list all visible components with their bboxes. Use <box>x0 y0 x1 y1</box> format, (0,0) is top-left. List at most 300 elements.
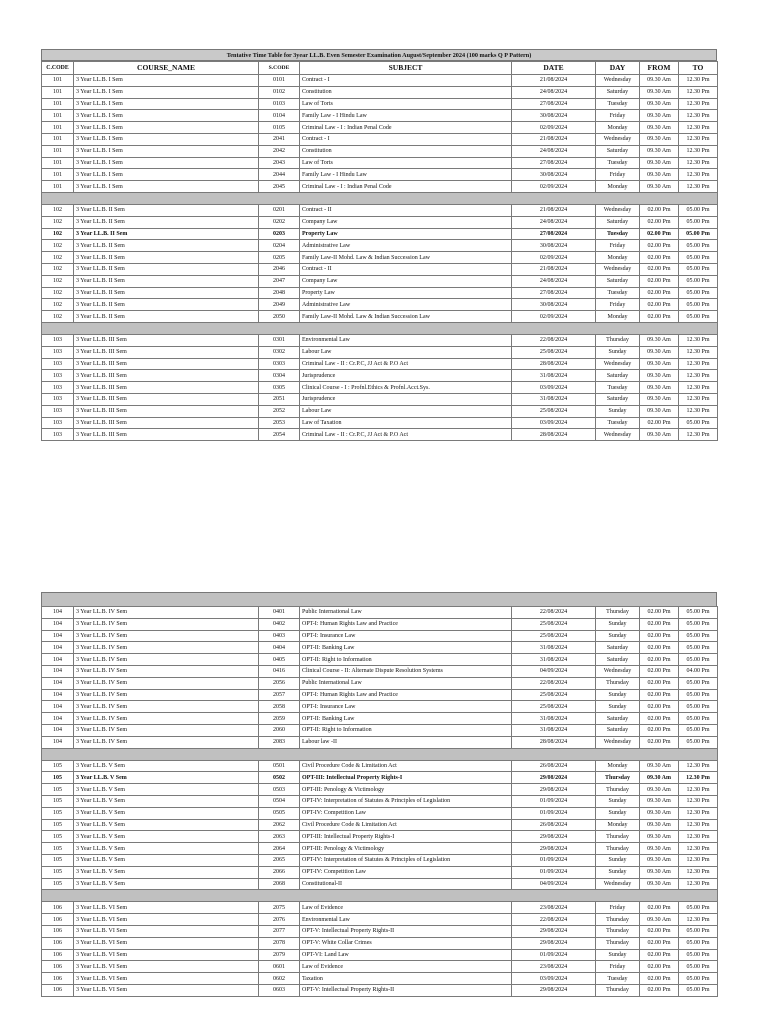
cell-from: 02.00 Pm <box>640 925 679 937</box>
cell-from: 02.00 Pm <box>640 299 679 311</box>
cell-scode: 0403 <box>259 630 300 642</box>
cell-subject: OPT-III: Penology & Victimology <box>300 784 512 796</box>
cell-to: 05.00 Pm <box>679 311 718 323</box>
cell-day: Tuesday <box>596 157 640 169</box>
cell-from: 02.00 Pm <box>640 204 679 216</box>
cell-scode: 0405 <box>259 654 300 666</box>
cell-ccode: 105 <box>42 807 74 819</box>
cell-course: 3 Year LL.B. VI Sem <box>74 984 259 996</box>
cell-date: 29/08/2024 <box>512 831 596 843</box>
cell-subject: OPT-IV: Competition Law <box>300 807 512 819</box>
cell-day: Thursday <box>596 843 640 855</box>
cell-subject: OPT-I: Human Rights Law and Practice <box>300 689 512 701</box>
cell-to: 12.30 Pm <box>679 878 718 890</box>
cell-ccode: 103 <box>42 358 74 370</box>
cell-from: 09.30 Am <box>640 346 679 358</box>
cell-day: Friday <box>596 240 640 252</box>
header-from: FROM <box>640 62 679 75</box>
cell-day: Sunday <box>596 346 640 358</box>
cell-course: 3 Year LL.B. II Sem <box>74 240 259 252</box>
cell-to: 12.30 Pm <box>679 334 718 346</box>
cell-subject: Administrative Law <box>300 299 512 311</box>
table-row <box>42 157 718 169</box>
cell-ccode: 101 <box>42 98 74 110</box>
cell-course: 3 Year LL.B. V Sem <box>74 760 259 772</box>
cell-scode: 0202 <box>259 216 300 228</box>
cell-date: 21/08/2024 <box>512 75 596 87</box>
cell-date: 31/08/2024 <box>512 393 596 405</box>
cell-from: 02.00 Pm <box>640 949 679 961</box>
cell-ccode: 105 <box>42 843 74 855</box>
table-row <box>42 843 718 855</box>
table-row <box>42 86 718 98</box>
cell-course: 3 Year LL.B. II Sem <box>74 204 259 216</box>
header-subject: SUBJECT <box>300 62 512 75</box>
timetable-body-1 <box>42 75 718 441</box>
table-row <box>42 405 718 417</box>
cell-date: 23/08/2024 <box>512 961 596 973</box>
cell-course: 3 Year LL.B. IV Sem <box>74 689 259 701</box>
table-row <box>42 902 718 914</box>
cell-date: 25/08/2024 <box>512 689 596 701</box>
cell-scode: 2051 <box>259 393 300 405</box>
cell-course: 3 Year LL.B. I Sem <box>74 122 259 134</box>
cell-scode: 2045 <box>259 181 300 193</box>
cell-subject: OPT-V: White Collar Crimes <box>300 937 512 949</box>
cell-day: Wednesday <box>596 665 640 677</box>
cell-ccode: 106 <box>42 984 74 996</box>
table-row <box>42 878 718 890</box>
table-row <box>42 807 718 819</box>
cell-from: 02.00 Pm <box>640 701 679 713</box>
cell-day: Sunday <box>596 630 640 642</box>
cell-date: 24/08/2024 <box>512 275 596 287</box>
table-row <box>42 630 718 642</box>
cell-date: 22/08/2024 <box>512 677 596 689</box>
cell-day: Sunday <box>596 701 640 713</box>
table-row <box>42 713 718 725</box>
cell-day: Saturday <box>596 145 640 157</box>
cell-subject: Civil Procedure Code & Limitation Act <box>300 819 512 831</box>
cell-subject: Property Law <box>300 228 512 240</box>
cell-to: 05.00 Pm <box>679 630 718 642</box>
cell-scode: 2068 <box>259 878 300 890</box>
cell-ccode: 102 <box>42 275 74 287</box>
cell-scode: 0505 <box>259 807 300 819</box>
cell-date: 02/09/2024 <box>512 181 596 193</box>
cell-course: 3 Year LL.B. V Sem <box>74 772 259 784</box>
table-row <box>42 854 718 866</box>
cell-ccode: 102 <box>42 204 74 216</box>
cell-scode: 0501 <box>259 760 300 772</box>
cell-to: 12.30 Pm <box>679 866 718 878</box>
cell-ccode: 101 <box>42 145 74 157</box>
table-row <box>42 216 718 228</box>
cell-to: 12.30 Pm <box>679 772 718 784</box>
cell-scode: 2044 <box>259 169 300 181</box>
cell-to: 12.30 Pm <box>679 843 718 855</box>
cell-to: 12.30 Pm <box>679 393 718 405</box>
table-row <box>42 429 718 441</box>
cell-subject: OPT-III: Intellectual Property Rights-I <box>300 831 512 843</box>
table-row <box>42 370 718 382</box>
cell-scode: 2077 <box>259 925 300 937</box>
cell-day: Wednesday <box>596 736 640 748</box>
cell-ccode: 105 <box>42 772 74 784</box>
table-row <box>42 299 718 311</box>
cell-ccode: 102 <box>42 240 74 252</box>
cell-to: 05.00 Pm <box>679 961 718 973</box>
cell-scode: 0103 <box>259 98 300 110</box>
cell-scode: 2059 <box>259 713 300 725</box>
cell-day: Tuesday <box>596 973 640 985</box>
cell-subject: OPT-I: Insurance Law <box>300 701 512 713</box>
cell-course: 3 Year LL.B. V Sem <box>74 854 259 866</box>
cell-subject: OPT-II: Banking Law <box>300 713 512 725</box>
cell-to: 05.00 Pm <box>679 724 718 736</box>
cell-from: 02.00 Pm <box>640 713 679 725</box>
cell-from: 02.00 Pm <box>640 252 679 264</box>
cell-subject: OPT-I: Human Rights Law and Practice <box>300 618 512 630</box>
cell-ccode: 106 <box>42 937 74 949</box>
cell-scode: 0404 <box>259 642 300 654</box>
table-row <box>42 133 718 145</box>
cell-to: 12.30 Pm <box>679 346 718 358</box>
header-day: DAY <box>596 62 640 75</box>
cell-to: 12.30 Pm <box>679 98 718 110</box>
cell-to: 12.30 Pm <box>679 784 718 796</box>
cell-scode: 2053 <box>259 417 300 429</box>
cell-to: 05.00 Pm <box>679 736 718 748</box>
table-row <box>42 393 718 405</box>
cell-day: Thursday <box>596 925 640 937</box>
cell-subject: Company Law <box>300 275 512 287</box>
cell-course: 3 Year LL.B. II Sem <box>74 216 259 228</box>
cell-day: Saturday <box>596 724 640 736</box>
cell-day: Thursday <box>596 937 640 949</box>
cell-course: 3 Year LL.B. VI Sem <box>74 914 259 926</box>
cell-from: 02.00 Pm <box>640 689 679 701</box>
cell-course: 3 Year LL.B. V Sem <box>74 795 259 807</box>
cell-to: 05.00 Pm <box>679 654 718 666</box>
timetable-table-1 <box>41 61 718 441</box>
cell-scode: 0203 <box>259 228 300 240</box>
table-row <box>42 240 718 252</box>
cell-date: 25/08/2024 <box>512 405 596 417</box>
cell-subject: Constitution <box>300 86 512 98</box>
cell-scode: 0302 <box>259 346 300 358</box>
cell-to: 12.30 Pm <box>679 133 718 145</box>
cell-ccode: 101 <box>42 157 74 169</box>
cell-day: Thursday <box>596 984 640 996</box>
cell-to: 12.30 Pm <box>679 110 718 122</box>
cell-scode: 2048 <box>259 287 300 299</box>
cell-scode: 2049 <box>259 299 300 311</box>
cell-scode: 0105 <box>259 122 300 134</box>
cell-subject: Labour law -II <box>300 736 512 748</box>
cell-from: 09.30 Am <box>640 819 679 831</box>
cell-course: 3 Year LL.B. III Sem <box>74 393 259 405</box>
cell-scode: 2052 <box>259 405 300 417</box>
cell-to: 05.00 Pm <box>679 417 718 429</box>
cell-day: Friday <box>596 169 640 181</box>
cell-date: 31/08/2024 <box>512 724 596 736</box>
cell-date: 30/08/2024 <box>512 240 596 252</box>
cell-day: Monday <box>596 311 640 323</box>
cell-to: 05.00 Pm <box>679 984 718 996</box>
cell-ccode: 104 <box>42 677 74 689</box>
cell-from: 09.30 Am <box>640 795 679 807</box>
cell-to: 12.30 Pm <box>679 807 718 819</box>
table-row <box>42 772 718 784</box>
cell-date: 27/08/2024 <box>512 157 596 169</box>
cell-course: 3 Year LL.B. IV Sem <box>74 642 259 654</box>
cell-scode: 0601 <box>259 961 300 973</box>
cell-date: 01/09/2024 <box>512 866 596 878</box>
cell-date: 31/08/2024 <box>512 642 596 654</box>
cell-day: Wednesday <box>596 133 640 145</box>
cell-day: Monday <box>596 760 640 772</box>
cell-day: Tuesday <box>596 287 640 299</box>
cell-to: 05.00 Pm <box>679 677 718 689</box>
cell-subject: Public International Law <box>300 607 512 619</box>
timetable-body-2 <box>42 607 718 997</box>
cell-subject: Law of Evidence <box>300 902 512 914</box>
cell-course: 3 Year LL.B. I Sem <box>74 133 259 145</box>
cell-subject: Contract - I <box>300 133 512 145</box>
cell-subject: OPT-VI: Land Law <box>300 949 512 961</box>
cell-course: 3 Year LL.B. IV Sem <box>74 607 259 619</box>
cell-to: 05.00 Pm <box>679 973 718 985</box>
cell-from: 09.30 Am <box>640 75 679 87</box>
cell-ccode: 103 <box>42 334 74 346</box>
cell-ccode: 102 <box>42 287 74 299</box>
cell-ccode: 106 <box>42 961 74 973</box>
cell-ccode: 102 <box>42 299 74 311</box>
cell-day: Thursday <box>596 831 640 843</box>
cell-date: 24/08/2024 <box>512 216 596 228</box>
cell-subject: Property Law <box>300 287 512 299</box>
table-row <box>42 275 718 287</box>
table-row <box>42 984 718 996</box>
cell-to: 12.30 Pm <box>679 157 718 169</box>
cell-date: 29/08/2024 <box>512 984 596 996</box>
cell-to: 05.00 Pm <box>679 216 718 228</box>
cell-date: 25/08/2024 <box>512 618 596 630</box>
cell-subject: Family Law-II Mohd. Law & Indian Succession Law <box>300 311 512 323</box>
cell-course: 3 Year LL.B. IV Sem <box>74 665 259 677</box>
table-row <box>42 654 718 666</box>
cell-date: 30/08/2024 <box>512 110 596 122</box>
table-row <box>42 311 718 323</box>
table-row <box>42 263 718 275</box>
cell-to: 12.30 Pm <box>679 86 718 98</box>
cell-subject: Law of Torts <box>300 157 512 169</box>
cell-subject: Administrative Law <box>300 240 512 252</box>
group-separator <box>42 192 718 204</box>
cell-subject: Company Law <box>300 216 512 228</box>
cell-to: 12.30 Pm <box>679 145 718 157</box>
cell-date: 28/08/2024 <box>512 358 596 370</box>
cell-scode: 2065 <box>259 854 300 866</box>
cell-course: 3 Year LL.B. VI Sem <box>74 973 259 985</box>
cell-day: Tuesday <box>596 98 640 110</box>
cell-date: 02/09/2024 <box>512 122 596 134</box>
table-row <box>42 760 718 772</box>
cell-ccode: 106 <box>42 902 74 914</box>
cell-date: 26/08/2024 <box>512 760 596 772</box>
cell-from: 09.30 Am <box>640 86 679 98</box>
table-row <box>42 949 718 961</box>
cell-from: 02.00 Pm <box>640 630 679 642</box>
cell-subject: Clinical Course - II: Alternate Dispute Resolution Systems <box>300 665 512 677</box>
table-row <box>42 382 718 394</box>
cell-subject: Jurisprudence <box>300 393 512 405</box>
group-separator <box>42 322 718 334</box>
cell-subject: Criminal Law - II : Cr.P.C, JJ Act & P.O Act <box>300 429 512 441</box>
cell-day: Thursday <box>596 334 640 346</box>
cell-day: Saturday <box>596 86 640 98</box>
cell-date: 21/08/2024 <box>512 133 596 145</box>
cell-to: 05.00 Pm <box>679 642 718 654</box>
cell-from: 09.30 Am <box>640 760 679 772</box>
cell-scode: 0102 <box>259 86 300 98</box>
table-row <box>42 417 718 429</box>
cell-subject: Law of Taxation <box>300 417 512 429</box>
cell-day: Thursday <box>596 772 640 784</box>
table-row <box>42 795 718 807</box>
cell-day: Tuesday <box>596 382 640 394</box>
table-row <box>42 642 718 654</box>
cell-day: Wednesday <box>596 358 640 370</box>
cell-to: 05.00 Pm <box>679 618 718 630</box>
cell-day: Monday <box>596 181 640 193</box>
cell-to: 05.00 Pm <box>679 937 718 949</box>
cell-from: 09.30 Am <box>640 110 679 122</box>
cell-ccode: 104 <box>42 630 74 642</box>
cell-ccode: 103 <box>42 429 74 441</box>
cell-course: 3 Year LL.B. V Sem <box>74 878 259 890</box>
cell-subject: OPT-II: Banking Law <box>300 642 512 654</box>
cell-from: 09.30 Am <box>640 181 679 193</box>
cell-to: 05.00 Pm <box>679 263 718 275</box>
cell-course: 3 Year LL.B. III Sem <box>74 417 259 429</box>
cell-scode: 0303 <box>259 358 300 370</box>
header-row <box>42 62 718 75</box>
cell-subject: Jurisprudence <box>300 370 512 382</box>
cell-ccode: 104 <box>42 689 74 701</box>
cell-subject: OPT-IV: Interpretation of Statutes & Principles of Legislation <box>300 795 512 807</box>
timetable-sheet-2 <box>41 592 717 997</box>
cell-to: 05.00 Pm <box>679 607 718 619</box>
cell-date: 04/09/2024 <box>512 878 596 890</box>
cell-ccode: 106 <box>42 925 74 937</box>
table-row <box>42 334 718 346</box>
cell-from: 09.30 Am <box>640 393 679 405</box>
cell-from: 02.00 Pm <box>640 984 679 996</box>
group-separator <box>42 890 718 902</box>
cell-ccode: 102 <box>42 252 74 264</box>
cell-from: 09.30 Am <box>640 122 679 134</box>
cell-from: 09.30 Am <box>640 878 679 890</box>
cell-ccode: 104 <box>42 724 74 736</box>
cell-scode: 0602 <box>259 973 300 985</box>
cell-course: 3 Year LL.B. II Sem <box>74 311 259 323</box>
cell-day: Tuesday <box>596 417 640 429</box>
cell-scode: 2050 <box>259 311 300 323</box>
cell-date: 28/08/2024 <box>512 736 596 748</box>
table-row <box>42 145 718 157</box>
cell-course: 3 Year LL.B. IV Sem <box>74 630 259 642</box>
table-row <box>42 358 718 370</box>
cell-to: 05.00 Pm <box>679 902 718 914</box>
cell-ccode: 104 <box>42 665 74 677</box>
cell-from: 09.30 Am <box>640 772 679 784</box>
cell-to: 12.30 Pm <box>679 914 718 926</box>
cell-date: 01/09/2024 <box>512 807 596 819</box>
cell-date: 27/08/2024 <box>512 228 596 240</box>
cell-to: 12.30 Pm <box>679 370 718 382</box>
cell-course: 3 Year LL.B. II Sem <box>74 252 259 264</box>
cell-to: 05.00 Pm <box>679 204 718 216</box>
cell-scode: 2075 <box>259 902 300 914</box>
cell-day: Monday <box>596 252 640 264</box>
cell-subject: Family Law - I Hindu Law <box>300 110 512 122</box>
cell-to: 05.00 Pm <box>679 252 718 264</box>
cell-date: 29/08/2024 <box>512 784 596 796</box>
cell-subject: Criminal Law - I : Indian Penal Code <box>300 181 512 193</box>
table-row <box>42 110 718 122</box>
cell-ccode: 105 <box>42 819 74 831</box>
cell-course: 3 Year LL.B. III Sem <box>74 405 259 417</box>
cell-day: Saturday <box>596 393 640 405</box>
cell-from: 02.00 Pm <box>640 902 679 914</box>
cell-course: 3 Year LL.B. VI Sem <box>74 949 259 961</box>
cell-scode: 0101 <box>259 75 300 87</box>
cell-to: 05.00 Pm <box>679 240 718 252</box>
cell-day: Thursday <box>596 677 640 689</box>
cell-date: 25/08/2024 <box>512 630 596 642</box>
cell-to: 04.00 Pm <box>679 665 718 677</box>
cell-day: Sunday <box>596 866 640 878</box>
cell-from: 09.30 Am <box>640 169 679 181</box>
table-row <box>42 204 718 216</box>
cell-course: 3 Year LL.B. V Sem <box>74 831 259 843</box>
cell-scode: 2064 <box>259 843 300 855</box>
cell-course: 3 Year LL.B. II Sem <box>74 263 259 275</box>
cell-from: 09.30 Am <box>640 405 679 417</box>
cell-scode: 2058 <box>259 701 300 713</box>
table-row <box>42 665 718 677</box>
cell-subject: OPT-IV: Competition Law <box>300 866 512 878</box>
cell-scode: 0305 <box>259 382 300 394</box>
cell-day: Saturday <box>596 642 640 654</box>
cell-date: 03/09/2024 <box>512 973 596 985</box>
cell-scode: 0504 <box>259 795 300 807</box>
table-row <box>42 925 718 937</box>
cell-course: 3 Year LL.B. VI Sem <box>74 902 259 914</box>
cell-course: 3 Year LL.B. I Sem <box>74 98 259 110</box>
cell-day: Wednesday <box>596 263 640 275</box>
header-scode: S.CODE <box>259 62 300 75</box>
cell-scode: 2063 <box>259 831 300 843</box>
cell-day: Friday <box>596 961 640 973</box>
cell-course: 3 Year LL.B. I Sem <box>74 145 259 157</box>
cell-subject: Criminal Law - II : Cr.P.C, JJ Act & P.O Act <box>300 358 512 370</box>
cell-day: Monday <box>596 819 640 831</box>
cell-subject: Law of Evidence <box>300 961 512 973</box>
cell-course: 3 Year LL.B. II Sem <box>74 275 259 287</box>
